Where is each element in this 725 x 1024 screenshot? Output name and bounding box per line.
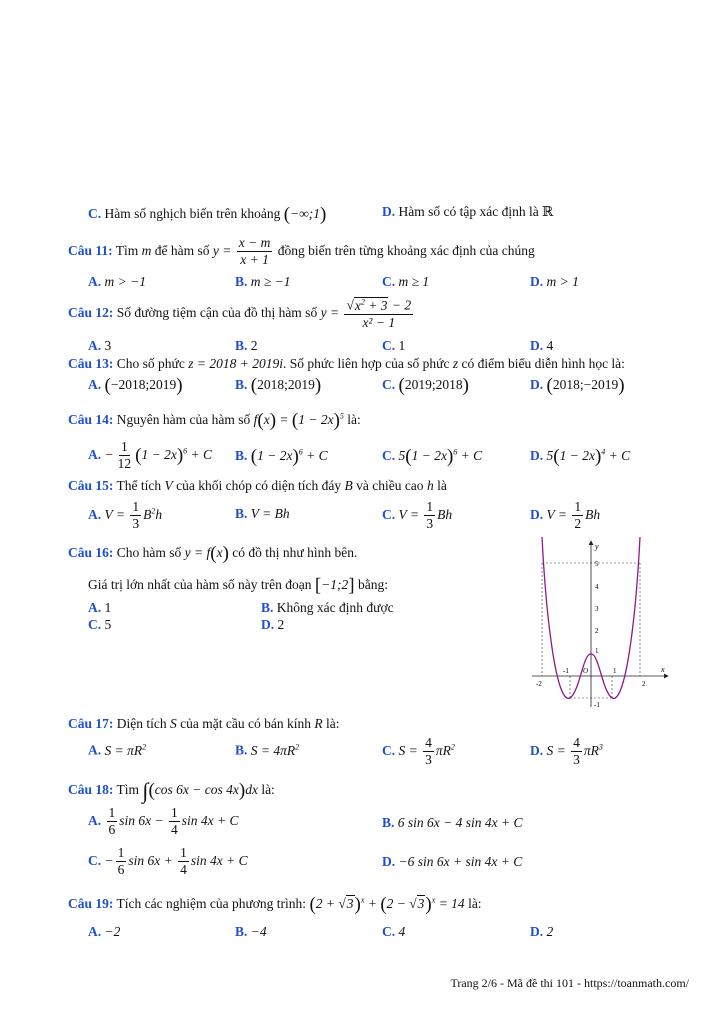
q15-option-c[interactable]: C. V = $\frac{1}{3}$ Bh: [382, 499, 453, 532]
graph-xtick: 2: [642, 680, 646, 688]
q11-stem: Câu 11: Tìm m để hàm số y = $\frac{x - m}{x + 1}$ đồng biến trên từng khoảng xác định của chúng: [68, 235, 535, 268]
q19-option-d[interactable]: D. 2: [530, 924, 554, 939]
q16-stem: Câu 16: Cho hàm số y = f(x) có đồ thị như hình bên.: [68, 543, 358, 564]
q15-stem: Câu 15: Thể tích V của khối chóp có diện tích đáy B và chiều cao h là: [68, 478, 447, 493]
q17-option-d[interactable]: D. S = $\frac{4}{3}$ $\pi R^3$: [530, 735, 603, 768]
q12-option-a[interactable]: A. 3: [88, 338, 112, 353]
q14-stem: Câu 14: Nguyên hàm của hàm số $f(x) = (1 - 2x)^5$ là:: [68, 410, 361, 431]
q16-option-b[interactable]: B. Không xác định được: [261, 600, 394, 615]
q10-option-d[interactable]: D. Hàm số có tập xác định là ℝ: [382, 204, 554, 219]
graph-xtick: 1: [613, 667, 617, 675]
graph-label-y: y: [595, 542, 599, 551]
q11-option-b[interactable]: B. m ≥ −1: [235, 274, 291, 289]
page-footer: Trang 2/6 - Mã đề thi 101 - https://toanmath.com/: [450, 976, 689, 990]
q13-option-b[interactable]: B. (2018;2019): [235, 375, 322, 396]
graph-ytick: 1: [595, 647, 599, 655]
q13-option-d[interactable]: D. (2018;−2019): [530, 375, 625, 396]
graph-ytick: 2: [595, 627, 599, 635]
q12-option-d[interactable]: D. 4: [530, 338, 554, 353]
graph-ytick: 5: [595, 560, 599, 568]
q14-option-a[interactable]: A. − $\frac{1}{12}$ $(1 - 2x)^6 + C$: [88, 439, 213, 472]
q19-option-a[interactable]: A. −2: [88, 924, 121, 939]
q11-option-d[interactable]: D. m > 1: [530, 274, 579, 289]
graph-label-x: x: [661, 665, 665, 674]
q12-option-b[interactable]: B. 2: [235, 338, 258, 353]
q14-option-b[interactable]: B. $(1 - 2x)^6 + C$: [235, 446, 328, 467]
q12-option-c[interactable]: C. 1: [382, 338, 406, 353]
q13-stem: Câu 13: Cho số phức z = 2018 + 2019i. Số phức liên hợp của số phức z có điểm biểu diễn hình học là:: [68, 356, 625, 371]
q15-option-b[interactable]: B. V = Bh: [235, 506, 290, 521]
graph-origin: O: [583, 667, 589, 675]
q19-option-c[interactable]: C. 4: [382, 924, 406, 939]
q14-option-d[interactable]: D. $5(1 - 2x)^4 + C$: [530, 446, 631, 467]
q16-line2: Giá trị lớn nhất của hàm số này trên đoạn [−1;2] bằng:: [88, 575, 388, 596]
q18-option-b[interactable]: B. 6 sin 6x − 4 sin 4x + C: [382, 815, 523, 830]
q17-option-a[interactable]: A. $S = \pi R^2$: [88, 742, 147, 758]
q19-option-b[interactable]: B. −4: [235, 924, 267, 939]
q16-graph: [528, 535, 673, 713]
q12-stem: Câu 12: Số đường tiệm cận của đồ thị hàm số y = $\frac{√x^2 + 3 - 2}{\text{x² − 1}}$: [68, 297, 412, 330]
q18-stem: Câu 18: Tìm ∫(cos 6x − cos 4x)dx là:: [68, 778, 275, 803]
q18-option-c[interactable]: C. − $\frac{1}{6}$ sin 6x + $\frac{1}{4}$ sin 4x + C: [88, 845, 248, 878]
q11-option-c[interactable]: C. m ≥ 1: [382, 274, 430, 289]
q15-option-d[interactable]: D. V = $\frac{1}{2}$ Bh: [530, 499, 601, 532]
q17-stem: Câu 17: Diện tích S của mặt cầu có bán kính R là:: [68, 716, 340, 731]
q17-option-c[interactable]: C. S = $\frac{4}{3}$ $\pi R^2$: [382, 735, 455, 768]
q18-option-a[interactable]: A. $\frac{1}{6}$ sin 6x − $\frac{1}{4}$ sin 4x + C: [88, 805, 239, 838]
graph-xtick: -2: [536, 680, 542, 688]
q12-fraction: $\frac{√x^2 + 3 - 2}{\text{x² − 1}}$: [346, 297, 412, 330]
q18-option-d[interactable]: D. −6 sin 6x + sin 4x + C: [382, 854, 523, 869]
q14-option-c[interactable]: C. $5(1 - 2x)^6 + C$: [382, 446, 483, 467]
q16-option-a[interactable]: A. 1: [88, 600, 112, 615]
graph-ytick: 4: [595, 583, 599, 591]
q13-option-c[interactable]: C. (2019;2018): [382, 375, 469, 396]
q11-fraction: $\frac{x - m}{x + 1}$: [238, 235, 271, 268]
q10-option-c[interactable]: C. Hàm số nghịch biến trên khoảng (−∞;1): [88, 204, 327, 225]
q19-stem: Câu 19: Tích các nghiệm của phương trình: $(2 + √3)^x + (2 - √3)^x = 14$ là:: [68, 894, 482, 915]
q13-option-a[interactable]: A. (−2018;2019): [88, 375, 183, 396]
q11-option-a[interactable]: A. m > −1: [88, 274, 146, 289]
q17-option-b[interactable]: B. $S = 4\pi R^2$: [235, 742, 300, 758]
q16-option-d[interactable]: D. 2: [261, 617, 285, 632]
graph-ytick: 3: [595, 605, 599, 613]
graph-xtick: -1: [563, 667, 569, 675]
q16-option-c[interactable]: C. 5: [88, 617, 112, 632]
graph-ytick: -1: [594, 701, 600, 709]
q15-option-a[interactable]: A. V = $\frac{1}{3}$ $B^2h$: [88, 499, 163, 532]
